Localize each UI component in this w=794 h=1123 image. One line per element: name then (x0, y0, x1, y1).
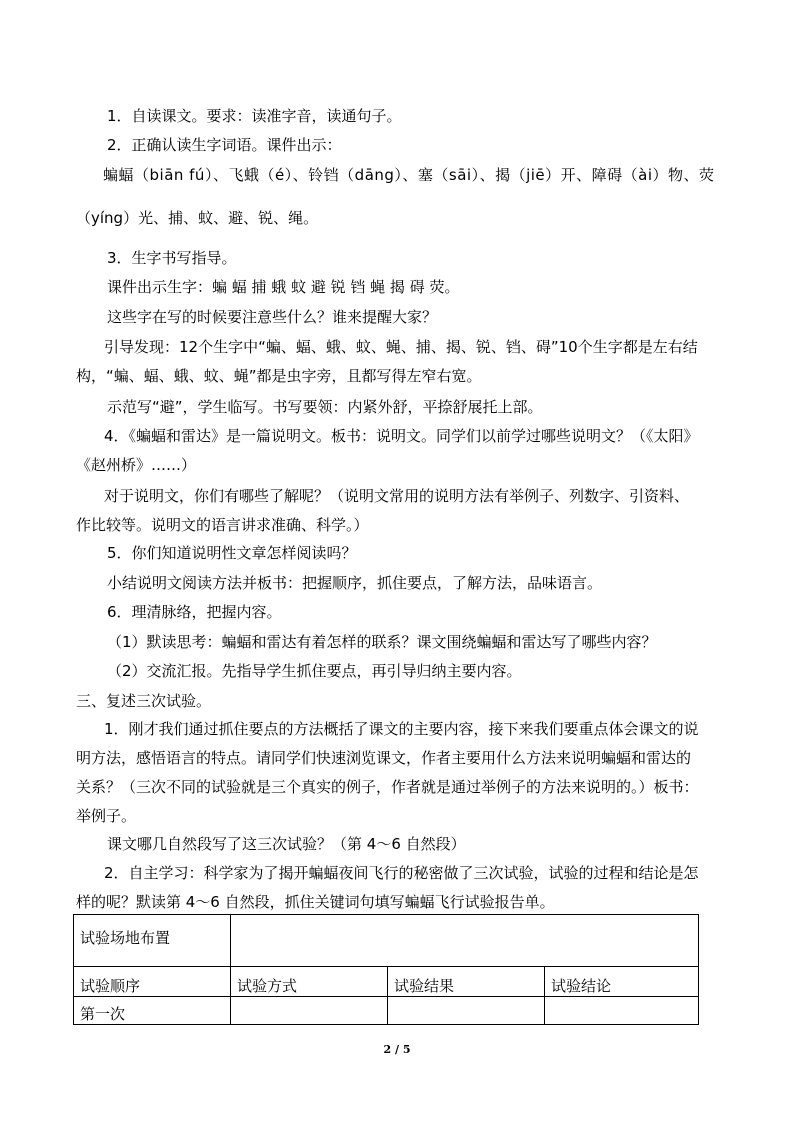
para-vocab-list-cont: （yíng）光、捕、蚊、避、锐、绳。 (76, 209, 319, 227)
para-self-study: 2．自主学习：科学家为了揭开蝙蝠夜间飞行的秘密做了三次试验，试验的过程和结论是怎样的呢？默读第 4～6 自然段，抓住关键词句填写蝙蝠飞行试验报告单。 (76, 864, 699, 911)
para-demo-writing: 示范写“避”，学生临写。书写要领：内紧外舒，平捺舒展托上部。 (107, 398, 543, 416)
para-writing-guide: 3．生字书写指导。 (107, 249, 237, 267)
para-which-paragraphs: 课文哪几自然段写了这三次试验？（第 4～6 自然段） (107, 835, 466, 853)
para-clarify-context: 6．理清脉络，把握内容。 (107, 603, 282, 621)
para-discovery: 引导发现：12个生字中“蝙、蝠、蛾、蚊、蝇、捕、揭、锐、铛、碍”10个生字都是左右结构，“蝙、蝠、蛾、蚊、蝇”都是虫字旁，且都写得左窄右宽。 (76, 338, 698, 385)
para-reading-method-q: 5．你们知道说明性文章怎样阅读吗？ (107, 544, 357, 562)
row-first-label: 第一次 (74, 997, 231, 1025)
experiment-report-table (73, 914, 699, 1025)
para-reading-method-summary: 小结说明文阅读方法并板书：把握顺序，抓住要点，了解方法，品味语言。 (107, 574, 603, 592)
setup-value-cell (231, 915, 699, 967)
para-report: （2）交流汇报。先指导学生抓住要点，再引导归纳主要内容。 (107, 662, 522, 680)
para-expository-features: 对于说明文，你们有哪些了解呢？（说明文常用的说明方法有举例子、列数字、引资料、作比较等。说明文的语言讲求准确、科学。） (76, 487, 690, 534)
section-heading-three-experiments: 三、复述三次试验。 (76, 692, 212, 710)
row-first-method (231, 997, 388, 1025)
para-read-aloud: 1．自读课文。要求：读准字音，读通句子。 (107, 107, 402, 125)
header-order: 试验顺序 (74, 967, 231, 997)
para-silent-reading: （1）默读思考：蝙蝠和雷达有着怎样的联系？课文围绕蝙蝠和雷达写了哪些内容？ (107, 633, 657, 651)
setup-label-cell: 试验场地布置 (74, 915, 231, 967)
header-method: 试验方式 (231, 967, 388, 997)
row-first-conclusion (545, 997, 699, 1025)
page-number: 2 / 5 (383, 1043, 411, 1056)
row-first-result (388, 997, 545, 1025)
header-conclusion: 试验结论 (545, 967, 699, 997)
header-result: 试验结果 (388, 967, 545, 997)
para-vocab-list: 蝙蝠（biān fú）、飞蛾（é）、铃铛（dāng）、塞（sāi）、揭（jiē）开、障碍（ài）物、荧 (103, 166, 715, 184)
para-summary-method: 1．刚才我们通过抓住要点的方法概括了课文的主要内容，接下来我们要重点体会课文的说明方法，感悟语言的特点。请同学们快速浏览课文，作者主要用什么方法来说明蝙蝠和雷达的关系？（三次不同的试验就是三个真实的例子，作者就是通过举例子的方法来说明的。）板书：举例子。 (76, 720, 699, 825)
para-expository-intro: 4．《蝙蝠和雷达》是一篇说明文。板书：说明文。同学们以前学过哪些说明文？（《太阳》《赵州桥》……） (76, 427, 699, 474)
para-question: 这些字在写的时候要注意些什么？谁来提醒大家？ (107, 308, 438, 326)
para-vocab-intro: 2．正确认读生字词语。课件出示： (107, 136, 342, 154)
para-new-characters: 课件出示生字：蝙 蝠 捕 蛾 蚊 避 锐 铛 蝇 揭 碍 荧。 (107, 278, 460, 296)
